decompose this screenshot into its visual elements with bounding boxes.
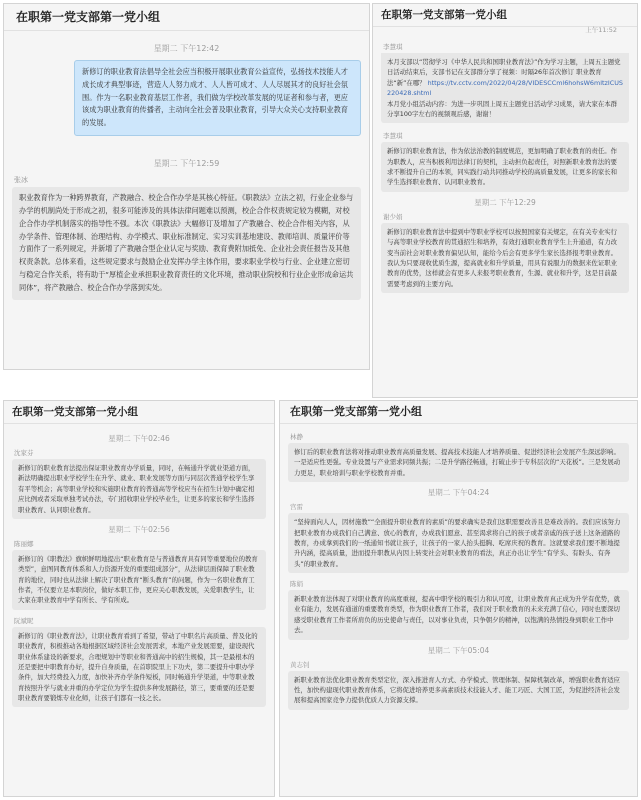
message-bubble[interactable]: 新职业教育法体现了对职业教育的高度重视，提高中职学校的吸引力和认可度，让职业教育真正成为升学有优势，就业有能力，发展有通道的重要教育类型，作为职业教育工作者，我们对于职业教育的未来充满了信心，同时也要深切感受职业教育工作者所肩负的历史使命与责任，以对事业负责，只争朝夕的精神，以饱满的热情投身到职业工作中去。 — [288, 590, 629, 640]
message-bubble-self[interactable]: 新修订的职业教育法倡导全社会应当积极开展职业教育公益宣传，弘扬技术技能人才成长成才典型事迹，营造人人努力成才、人人皆可成才、人人尽展其才的良好社会氛围。作为一名职业教育基层工作者，我们做为学校改革发展的见证者和参与者，更应该成为职业教育的传播者，主动向全社会普及职业教育，引导大众关心支持职业教育的发展。 — [74, 60, 361, 136]
message-list — [4, 31, 369, 304]
message-list — [280, 424, 637, 714]
message-time: 星期二 下午02:56 — [108, 524, 170, 534]
message-time: 星期二 下午12:42 — [153, 44, 220, 53]
sender-name: 谢少娟 — [383, 212, 403, 221]
message-bubble[interactable]: 职业教育作为一种跨界教育，产教融合、校企合作办学是其核心特征。《职教法》立法之初，行业企业参与办学的机制尚处于形成之初，很多可能涉及的具体法律问题难以预测，校企合作权责规定较为模糊，对校企合作办学机制落实的指导性不强。本次《职教法》大幅修订及增加了产教融合、校企合作相关内容，从办学条件、管理体制、治理结构、办学模式、职业标准制定、实习实训基地建设、教师培训、质量评价等方面作了一系列规定，并新增了产教融合型企业认定与奖励、教育费附加抵免、企业社会责任报告及其他权责条款。总体来看，这些规定要求与鼓励企业发挥办学主体作用，要求职业学校与行业、企业建立密切与稳定合作关系，将有助于“厚植企业承担职业教育责任的文化环境，推动职业院校和行业企业形成命运共同体”，将产教融合、校企合作办学落到实处。 — [12, 187, 361, 300]
chat-title: 在职第一党支部第一党小组 — [373, 4, 637, 27]
chat-title: 在职第一党支部第一党小组 — [280, 401, 637, 424]
message-bubble[interactable]: “坚持面向人人，因材施教”“全面提升职业教育的素质”的要求确实是我们这职需要改善且是难改善的。我们应该努力把职业教育办成我们自己满意、放心的教育，办成我们愿意、甚至渴求将自己的孩子或者亲戚的孩子送上这条道路的教育，办成拿到我们的一纸通知书就让孩子，让孩子的一家人抬头挺胸、吃席庆祝的教育。这就要求我们要不断地提升内涵，提高质量，进而提升职教从内因上转变社会对职业教育的看法，真正办出让学生“有学头、有盼头、有奔头”的职业教育。 — [288, 513, 629, 573]
message-bubble[interactable]: 新修订的《职业教育法》，让职业教育看到了希望，带动了中职名片高质量、普及化的职业教育，积极推动各地根据区域经济社会发展需求，本地产业发展需要，建设现代职业体系建设的新要求，合理规划中等职业和普通高中的招生规模，其一是最根本的还是要把中职教育办好，提升自身质量，在首职院里上下功夫，第二要提升中职办学条件，加大经费投入力度，加快补齐办学条件短板，同时畅通升学渠道，中等职业教育按照升学与就业并重的办学定位为学生提供多种发展路径，第三，要重要的还是要职业教育要锻炼专业化师，让孩子们都有一技之长。 — [12, 627, 266, 708]
message-bubble[interactable]: 新修订的《职教法》旗帜鲜明地提出“职业教育是与普通教育具有同等重要地位的教育类型”，意图同教育体系和人力资源开发的重要组成部分”，从法律层面保障了职业教育的地位，同时也从法律上解决了职业教育“断头教育”的问题，作为一名职业教育工作者，不仅要立足本职岗位，做好本职工作，更应关心职教发展，关爱职教学生，让大家在职业教育中学有所长、学有所成。 — [12, 550, 266, 610]
message-time: 星期二 下午12:59 — [153, 159, 220, 169]
sender-name: 林静 — [290, 433, 303, 441]
message-text: 本月党小组活动内容：为进一步巩固上周五主题党日活动学习成果，请大家在本群分享100字左右的视频观后感，谢谢！ — [387, 99, 618, 118]
chat-screenshot-3 — [3, 400, 275, 797]
chat-screenshot-4 — [279, 400, 638, 797]
message-time: 星期二 下午04:24 — [427, 488, 490, 498]
message-bubble[interactable]: 修订后的职业教育法将对推动职业教育高质量发展、提高技术技能人才培养质量、促进经济社会发展产生深远影响。一是适应性更强。专业设置与产业需求同频共振；二是升学路径畅通，打破止步于专科层次的“天花板”。三是发展动力更足，职业培训与职业学校教育并重。 — [288, 443, 629, 482]
sender-name: 李慧琪 — [383, 43, 403, 51]
sender-name: 宫雷 — [290, 503, 303, 512]
message-bubble[interactable] — [381, 53, 629, 123]
sender-name: 陈娟 — [290, 580, 303, 588]
sender-name: 阮斌昵 — [14, 616, 34, 625]
message-time: 星期二 下午12:29 — [474, 197, 536, 207]
chat-screenshot-2 — [372, 3, 638, 398]
sender-name: 李慧琪 — [383, 132, 403, 141]
message-time: 星期二 下午05:04 — [427, 645, 490, 655]
message-bubble[interactable]: 新职业教育法优化职业教育类型定位，深入推进育人方式、办学模式、管理体制、保障机制改革，增强职业教育适应性，加快构建现代职业教育体系，它将促进培养更多高素质技术技能人才、能工巧匠、大国工匠，为促进经济社会发展和提高国家竞争力提供优质人力资源支撑。 — [288, 671, 629, 710]
message-bubble[interactable]: 新修订的职业教育法，作为依法治教的制度规范，更加明确了职业教育的责任。作为职教人，应当积极利用法律订的契机，主动担负起责任，对照新职业教育法的要求不断提升自己的本领，同实践行动共同推动学校的高质量发展，让更多的家长和学生选择职业教育、认同职业教育。 — [381, 142, 629, 192]
chat-title: 在职第一党支部第一党小组 — [4, 4, 369, 31]
sender-name: 黄志钊 — [290, 660, 310, 669]
sender-name: 沈家芬 — [14, 449, 34, 457]
message-list — [4, 424, 274, 711]
video-link[interactable]: https://tv.cctv.com/2022/04/28/VIDESCCml6hohsW6mltzICUS220428.shtml — [387, 78, 623, 98]
chat-screenshot-1 — [3, 3, 370, 370]
message-bubble[interactable]: 新修订的职业教育法提出保证职业教育办学质量，同时，在畅通升学就业渠道方面，新法明确提出职业学校学生在升学、就业、职业发展等方面与同层次普通学校学生享有平等机会；高等职业学校和实施职业教育的普通高等学校应当在招生计划中确定相应比例或者采取单独考试办法，专门招收职业学校毕业生，让更多的家长和学生选择职业教育、认同职业教育。 — [12, 459, 266, 519]
sender-name: 张冰 — [14, 176, 28, 185]
message-list — [373, 34, 637, 297]
message-text: 本月支部以“贯彻学习《中华人民共和国职业教育法》”作为学习主题，上周五主题党日活动结束后，支部书记在支部群分享了视频：时隔26年首次修订 职业教育法“新”在哪？ — [387, 58, 621, 87]
message-time: 上午11:52 — [585, 26, 617, 34]
sender-name: 陈丽娜 — [14, 539, 34, 548]
chat-title: 在职第一党支部第一党小组 — [4, 401, 274, 424]
message-time: 星期二 下午02:46 — [108, 434, 170, 443]
message-bubble[interactable]: 新修订的职业教育法中提到中等职业学校可以按照国家有关规定，在有关专业实行与高等职业学校教育的贯通招生和培养，有效打通职业教育学生上升通道，有力改变当前社会对职业教育偏见认知，能给今后会有更多学生家长选择报考职业教育。我认为只要现收优质生源，提高就业和升学质量，用具有说服力的数据来佐证职业教育的优势，这样就会有更多人来报考职业教育，生源、就业和升学，这是目前最需要考虑到的主要方向。 — [381, 223, 629, 293]
